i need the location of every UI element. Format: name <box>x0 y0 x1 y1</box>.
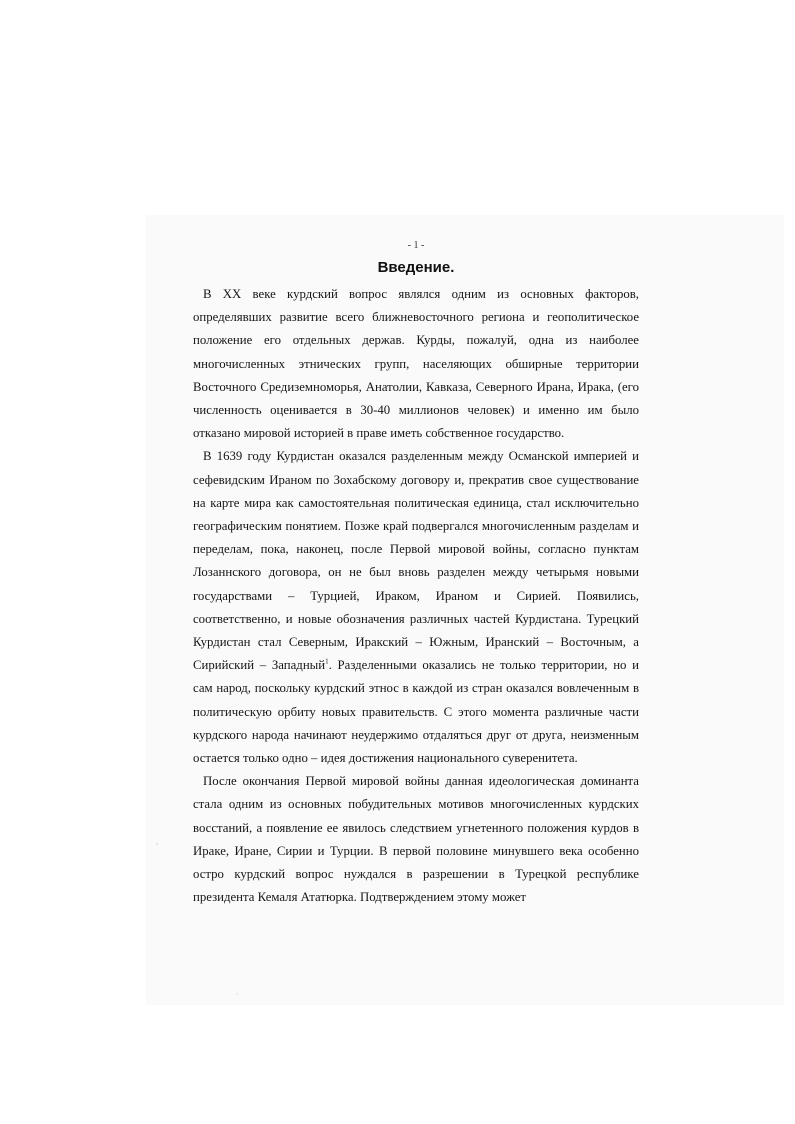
scan-speck: · <box>236 990 239 999</box>
paragraph-3: После окончания Первой мировой войны данная идеологическая доминанта стала одним из основных побудительных мотивов многочисленных курдских восстаний, а появление ее явилось следствием угнетенного положения курдов в Ираке, Иране, Сирии и Турции. В первой половине минувшего века особенно остро курдский вопрос нуждался в разрешении в Турецкой республике президента Кемаля Ататюрка. Подтверждением этому может <box>193 774 639 905</box>
scan-speck: ' <box>156 842 159 851</box>
body-text <box>193 283 639 909</box>
page-number: - 1 - <box>407 240 425 251</box>
page-title: Введение. <box>377 259 455 276</box>
paragraph-2-continuation: . Разделенными оказались не только территории, но и сам народ, поскольку курдский этнос в каждой из стран оказался вовлеченным в политическую орбиту новых правительств. С этого момента различные части курдского народа начинают неудержимо отдаляться друг от друга, неизменным остается только одно – идея достижения национального суверенитета. <box>193 658 639 766</box>
paragraph-2-text: В 1639 году Курдистан оказался разделенным между Османской империей и сефевидским Ираном по Зохабскому договору и, прекратив свое существование на карте мира как самостоятельная политическая единица, стал исключительно географическим понятием. Позже край подвергался многочисленным разделам и переделам, пока, наконец, после Первой мировой войны, согласно пунктам Лозаннского договора, он не был вновь разделен между четырьмя новыми государствами – Турцией, Ираком, Ираном и Сирией. Появились, соответственно, и новые обозначения различных частей Курдистана. Турецкий Курдистан стал Северным, Иракский – Южным, Иранский – Восточным, а Сирийский – Западный <box>193 449 639 673</box>
paragraph-2 <box>193 445 639 770</box>
paragraph-1: В XX веке курдский вопрос являлся одним из основных факторов, определявших развитие всего ближневосточного региона и геополитическое положение его отдельных держав. Курды, пожалуй, одна из наиболее многочисленных этнических групп, населяющих обширные территории Восточного Средиземноморья, Анатолии, Кавказа, Северного Ирана, Ирака, (его численность оценивается в 30-40 миллионов человек) и именно им было отказано мировой историей в праве иметь собственное государство. <box>193 287 639 441</box>
footnote-marker: 1 <box>325 657 329 666</box>
